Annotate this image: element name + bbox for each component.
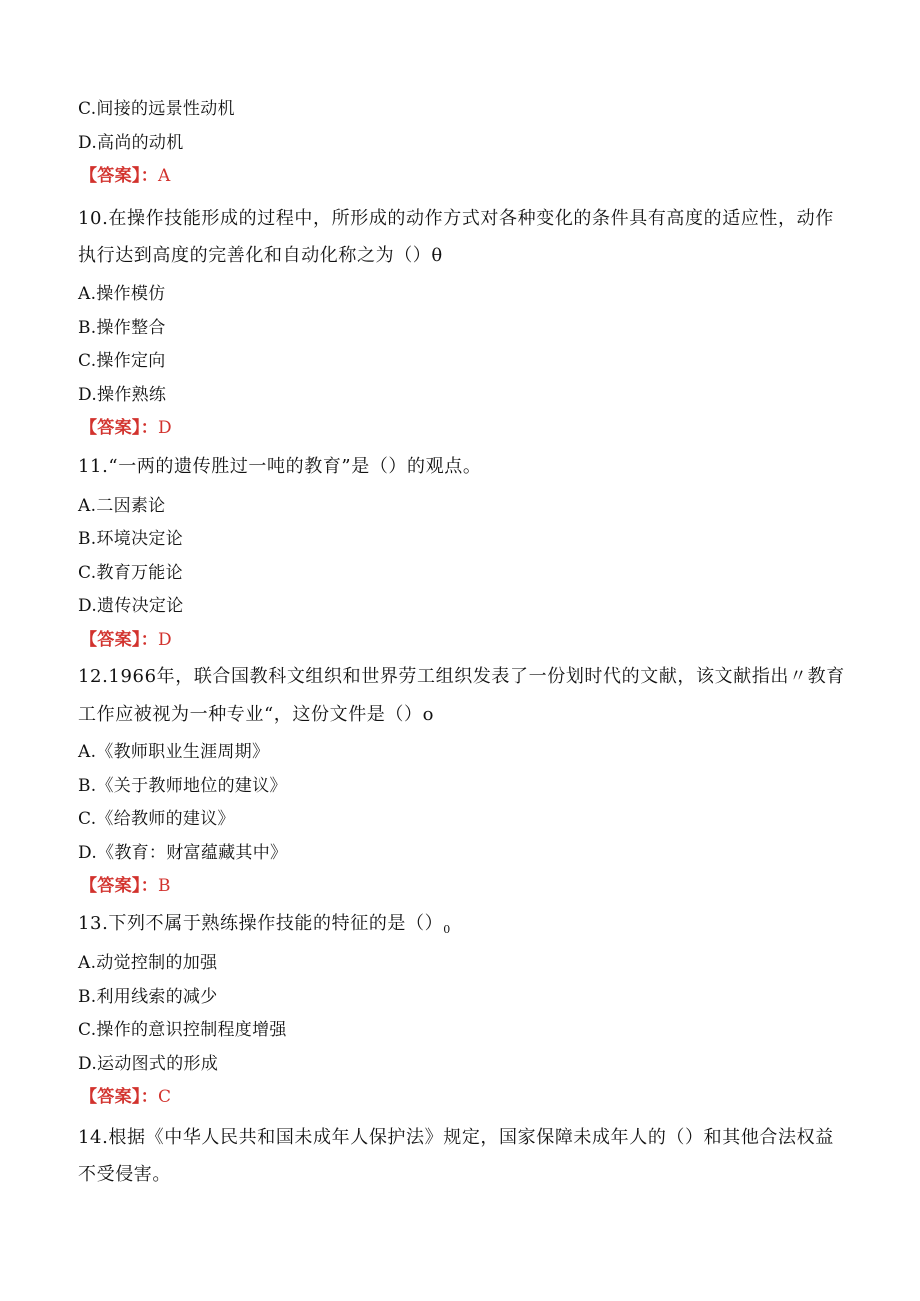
question-12-stem-line-1: 12.1966年，联合国教科文组织和世界劳工组织发表了一份划时代的文献，该文献指出〃教育	[78, 666, 845, 687]
answer-label: 【答案】：	[80, 418, 158, 438]
answer-value: B	[158, 876, 171, 896]
question-10-option-d: D.操作熟练	[78, 385, 167, 405]
question-13-stem-suffix: 0	[443, 923, 451, 936]
answer-label: 【答案】：	[80, 876, 158, 896]
answer-value: D	[158, 630, 172, 650]
question-12-option-c: C.《给教师的建议》	[78, 809, 235, 829]
question-12-option-b: B.《关于教师地位的建议》	[78, 776, 287, 796]
question-10-stem-line-1: 10.在操作技能形成的过程中，所形成的动作方式对各种变化的条件具有高度的适应性，动作	[78, 208, 834, 229]
question-12-option-a: A.《教师职业生涯周期》	[78, 742, 270, 762]
question-12-answer	[80, 874, 171, 898]
answer-label: 【答案】：	[80, 630, 158, 650]
answer-label: 【答案】：	[80, 166, 158, 186]
option-d: D.高尚的动机	[78, 133, 184, 153]
question-11-answer	[80, 628, 172, 652]
answer-value: C	[158, 1087, 172, 1107]
question-13-answer	[80, 1085, 171, 1109]
option-c: C.间接的远景性动机	[78, 99, 235, 119]
question-13-stem-text: 13.下列不属于熟练操作技能的特征的是（）	[78, 913, 444, 934]
question-12-option-d: D.《教育：财富蕴藏其中》	[78, 843, 288, 863]
question-14-stem-line-2: 不受侵害。	[78, 1164, 171, 1185]
question-11-option-d: D.遗传决定论	[78, 596, 184, 616]
question-11-option-c: C.教育万能论	[78, 563, 183, 583]
question-10-option-b: B.操作整合	[78, 318, 166, 338]
question-10-answer	[80, 416, 172, 440]
question-13-stem	[78, 912, 451, 942]
question-12-stem-line-2: 工作应被视为一种专业“，这份文件是（）o	[78, 704, 435, 725]
question-11-stem: 11.“一两的遗传胜过一吨的教育”是（）的观点。	[78, 456, 482, 477]
question-10-option-a: A.操作模仿	[78, 284, 166, 304]
answer-label: 【答案】：	[80, 1087, 158, 1107]
question-11-option-a: A.二因素论	[78, 496, 166, 516]
question-13-option-c: C.操作的意识控制程度增强	[78, 1020, 287, 1040]
question-14-stem-line-1: 14.根据《中华人民共和国未成年人保护法》规定，国家保障未成年人的（）和其他合法权益	[78, 1127, 834, 1148]
answer-line	[80, 164, 171, 188]
question-13-option-d: D.运动图式的形成	[78, 1054, 219, 1074]
question-10-option-c: C.操作定向	[78, 351, 166, 371]
question-10-stem-line-2: 执行达到高度的完善化和自动化称之为（）θ	[78, 245, 443, 266]
question-13-option-b: B.利用线索的减少	[78, 987, 218, 1007]
question-13-option-a: A.动觉控制的加强	[78, 953, 218, 973]
answer-value: D	[158, 418, 172, 438]
question-11-option-b: B.环境决定论	[78, 529, 183, 549]
answer-value: A	[158, 166, 171, 186]
